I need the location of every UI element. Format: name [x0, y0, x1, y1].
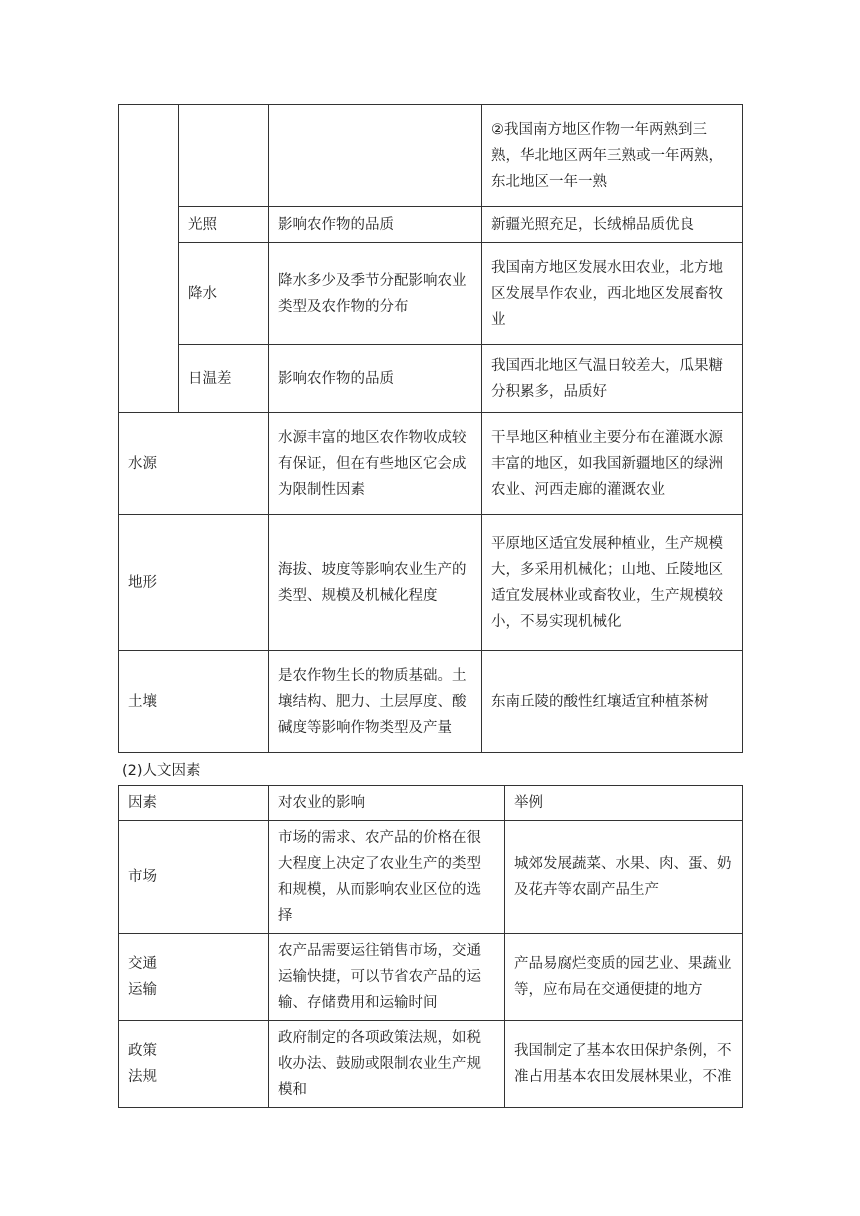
- factor-cell: [119, 934, 269, 1021]
- header-cell: 因素: [119, 786, 269, 821]
- factor-cell: [119, 1021, 269, 1108]
- example-cell: 新疆光照充足，长绒棉品质优良: [482, 207, 743, 243]
- factor-cell: 降水: [179, 243, 269, 345]
- factor-line: 运输: [128, 982, 157, 998]
- example-cell: 我国西北地区气温日较差大，瓜果糖分积累多，品质好: [482, 345, 743, 413]
- example-cell: 产品易腐烂变质的园艺业、果蔬业等，应布局在交通便捷的地方: [505, 934, 743, 1021]
- table-row: [119, 413, 743, 515]
- effect-cell: 是农作物生长的物质基础。土壤结构、肥力、土层厚度、酸碱度等影响作物类型及产量: [269, 651, 482, 753]
- effect-cell: 降水多少及季节分配影响农业类型及农作物的分布: [269, 243, 482, 345]
- effect-cell: 政府制定的各项政策法规，如税收办法、鼓励或限制农业生产规模和: [269, 1021, 505, 1108]
- factor-cell: [179, 105, 269, 207]
- section-heading: (2)人文因素: [122, 763, 201, 779]
- factor-cell: 日温差: [179, 345, 269, 413]
- example-cell: 平原地区适宜发展种植业，生产规模大，多采用机械化；山地、丘陵地区适宜发展林业或畜牧业，生产规模较小，不易实现机械化: [482, 515, 743, 651]
- example-cell: 我国南方地区发展水田农业，北方地区发展旱作农业，西北地区发展畜牧业: [482, 243, 743, 345]
- factor-cell: 地形: [119, 515, 269, 651]
- effect-cell: [269, 105, 482, 207]
- human-factors-table: [118, 785, 743, 1108]
- factor-line: 法规: [128, 1069, 157, 1085]
- table-row: [119, 243, 743, 345]
- effect-cell: 农产品需要运往销售市场，交通运输快捷，可以节省农产品的运输、存储费用和运输时间: [269, 934, 505, 1021]
- factor-line: 政策: [128, 1043, 157, 1059]
- factor-cell: 土壤: [119, 651, 269, 753]
- factor-cell: 水源: [119, 413, 269, 515]
- table-header-row: [119, 786, 743, 821]
- table-row: [119, 934, 743, 1021]
- example-cell: 城郊发展蔬菜、水果、肉、蛋、奶及花卉等农副产品生产: [505, 821, 743, 934]
- effect-cell: 影响农作物的品质: [269, 207, 482, 243]
- example-cell: 干旱地区种植业主要分布在灌溉水源丰富的地区，如我国新疆地区的绿洲农业、河西走廊的灌溉农业: [482, 413, 743, 515]
- example-cell: 我国制定了基本农田保护条例，不准占用基本农田发展林果业，不准: [505, 1021, 743, 1108]
- header-cell: 举例: [505, 786, 743, 821]
- table-row: [119, 1021, 743, 1108]
- table-row: [119, 345, 743, 413]
- table-row: [119, 821, 743, 934]
- factor-line: 交通: [128, 956, 157, 972]
- effect-cell: 市场的需求、农产品的价格在很大程度上决定了农业生产的类型和规模，从而影响农业区位的选择: [269, 821, 505, 934]
- effect-cell: 海拔、坡度等影响农业生产的类型、规模及机械化程度: [269, 515, 482, 651]
- climate-group-cell: [119, 105, 179, 413]
- factor-cell: 市场: [119, 821, 269, 934]
- table-row: [119, 515, 743, 651]
- example-cell: ②我国南方地区作物一年两熟到三熟，华北地区两年三熟或一年两熟，东北地区一年一熟: [482, 105, 743, 207]
- factor-cell: 光照: [179, 207, 269, 243]
- effect-cell: 水源丰富的地区农作物收成较有保证，但在有些地区它会成为限制性因素: [269, 413, 482, 515]
- table-row: [119, 105, 743, 207]
- natural-factors-table: [118, 104, 743, 753]
- effect-cell: 影响农作物的品质: [269, 345, 482, 413]
- table-row: [119, 207, 743, 243]
- table-row: [119, 651, 743, 753]
- example-cell: 东南丘陵的酸性红壤适宜种植茶树: [482, 651, 743, 753]
- header-cell: 对农业的影响: [269, 786, 505, 821]
